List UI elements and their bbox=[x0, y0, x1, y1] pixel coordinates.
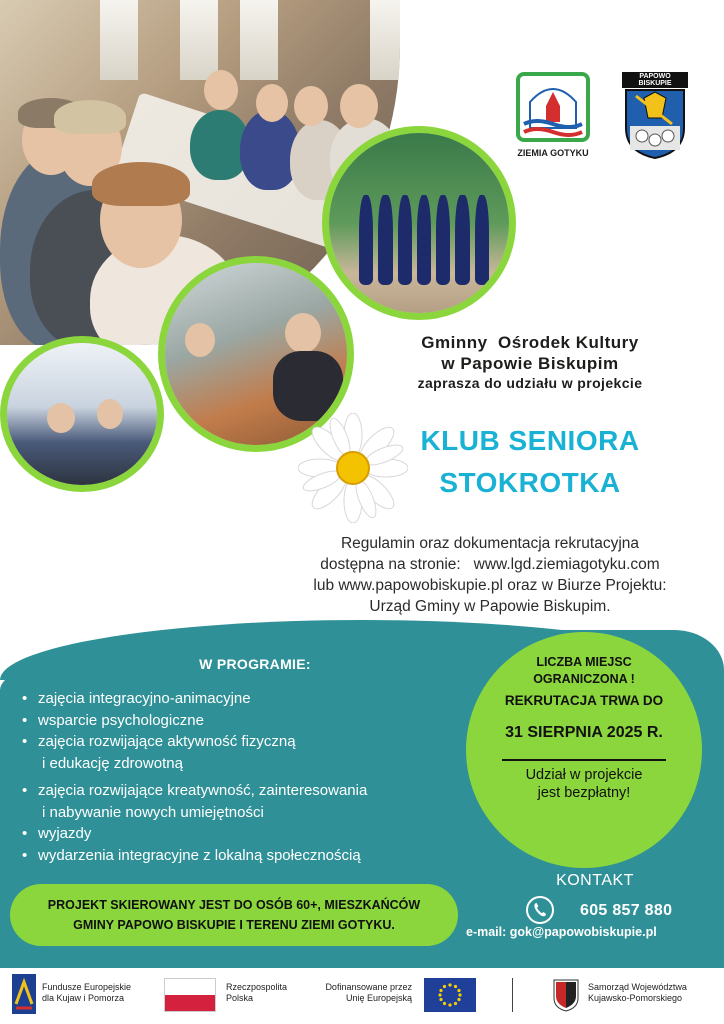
voivodeship-label bbox=[588, 982, 687, 1004]
places-limited-line1: LICZBA MIEJSC bbox=[536, 655, 632, 669]
contact-heading: KONTAKT bbox=[556, 872, 634, 889]
program-item-continuation: i nabywanie nowych umiejętności bbox=[42, 803, 264, 821]
participation-free-line1: Udział w projekcie bbox=[525, 767, 643, 783]
footer-divider bbox=[512, 978, 513, 1012]
program-item-continuation: i edukację zdrowotną bbox=[42, 754, 183, 772]
target-line1: PROJEKT SKIEROWANY JEST DO OSÓB 60+, MIESZKAŃCÓW bbox=[47, 898, 421, 912]
places-limited-line2: OGRANICZONA ! bbox=[533, 672, 635, 686]
recruitment-label: REKRUTACJA TRWA DO bbox=[504, 693, 664, 708]
places-limited bbox=[486, 654, 682, 688]
regulations-line4: Urząd Gminy w Papowie Biskupim. bbox=[369, 598, 611, 615]
rp-label-line1: Rzeczpospolita bbox=[226, 982, 288, 992]
phone-number[interactable]: 605 857 880 bbox=[580, 902, 673, 919]
voivodeship-label-line2: Kujawsko-Pomorskiego bbox=[588, 993, 683, 1003]
divider bbox=[502, 759, 666, 761]
email-address[interactable]: e-mail: gok@papowobiskupie.pl bbox=[466, 925, 657, 939]
fe-logo-icon bbox=[12, 974, 36, 1014]
program-item: • zajęcia integracyjno-animacyjne bbox=[22, 688, 462, 710]
papowo-biskupie-crest bbox=[622, 72, 688, 156]
program-item: • zajęcia rozwijające aktywność fizyczną bbox=[22, 731, 462, 753]
participation-free bbox=[486, 766, 682, 802]
recruitment-deadline: 31 SIERPNIA 2025 R. bbox=[505, 724, 663, 741]
eu-flag-icon bbox=[424, 978, 476, 1012]
fe-label-line1: Fundusze Europejskie bbox=[42, 982, 132, 992]
program-item: • zajęcia rozwijające kreatywność, zainteresowania bbox=[22, 780, 462, 802]
regulations-info bbox=[280, 533, 700, 617]
photo-circle-group bbox=[0, 336, 164, 492]
phone-icon bbox=[526, 896, 554, 924]
voivodeship-crest-icon bbox=[552, 978, 580, 1012]
program-item: • wyjazdy bbox=[22, 823, 462, 845]
funding-footer bbox=[0, 968, 724, 1024]
organizer-title bbox=[360, 332, 700, 374]
daisy-icon bbox=[298, 413, 408, 523]
participation-free-line2: jest bezpłatny! bbox=[537, 785, 631, 801]
regulations-line1: Regulamin oraz dokumentacja rekrutacyjna bbox=[340, 535, 640, 552]
fe-label bbox=[42, 982, 131, 1004]
program-list bbox=[22, 688, 462, 866]
polish-flag-icon bbox=[164, 978, 216, 1012]
regulations-line3: lub www.papowobiskupie.pl oraz w Biurze Projektu: bbox=[313, 577, 667, 594]
club-name-line2: STOKROTKA bbox=[439, 467, 621, 498]
target-group-banner bbox=[10, 884, 458, 946]
club-name bbox=[400, 420, 660, 504]
organizer-line1: Gminny Ośrodek Kultury bbox=[421, 333, 639, 352]
eu-label-line1: Dofinansowane przez bbox=[325, 982, 412, 992]
target-line2: GMINY PAPOWO BISKUPIE I TERENU ZIEMI GOTYKU. bbox=[73, 918, 395, 932]
fe-label-line2: dla Kujaw i Pomorza bbox=[42, 993, 125, 1003]
program-item: • wsparcie psychologiczne bbox=[22, 710, 462, 732]
ziemia-gotyku-logo bbox=[516, 72, 590, 162]
club-name-line1: KLUB SENIORA bbox=[420, 425, 640, 456]
ziemia-gotyku-caption: ZIEMIA GOTYKU bbox=[517, 148, 589, 158]
regulations-line2: dostępna na stronie: www.lgd.ziemiagotyku.com bbox=[320, 556, 660, 573]
rp-label-line2: Polska bbox=[226, 993, 254, 1003]
organizer-line2: w Papowie Biskupim bbox=[441, 354, 619, 373]
rp-label bbox=[226, 982, 287, 1004]
voivodeship-label-line1: Samorząd Województwa bbox=[588, 982, 687, 992]
program-item: • wydarzenia integracyjne z lokalną społecznością bbox=[22, 845, 462, 867]
eu-label bbox=[316, 982, 412, 1004]
photo-circle-choir bbox=[322, 126, 516, 320]
program-heading: W PROGRAMIE: bbox=[199, 656, 311, 672]
papowo-biskupie-caption: PAPOWO BISKUPIE bbox=[622, 72, 688, 88]
eu-label-line2: Unię Europejską bbox=[345, 993, 412, 1003]
invite-text: zaprasza do udziału w projekcie bbox=[417, 375, 643, 391]
